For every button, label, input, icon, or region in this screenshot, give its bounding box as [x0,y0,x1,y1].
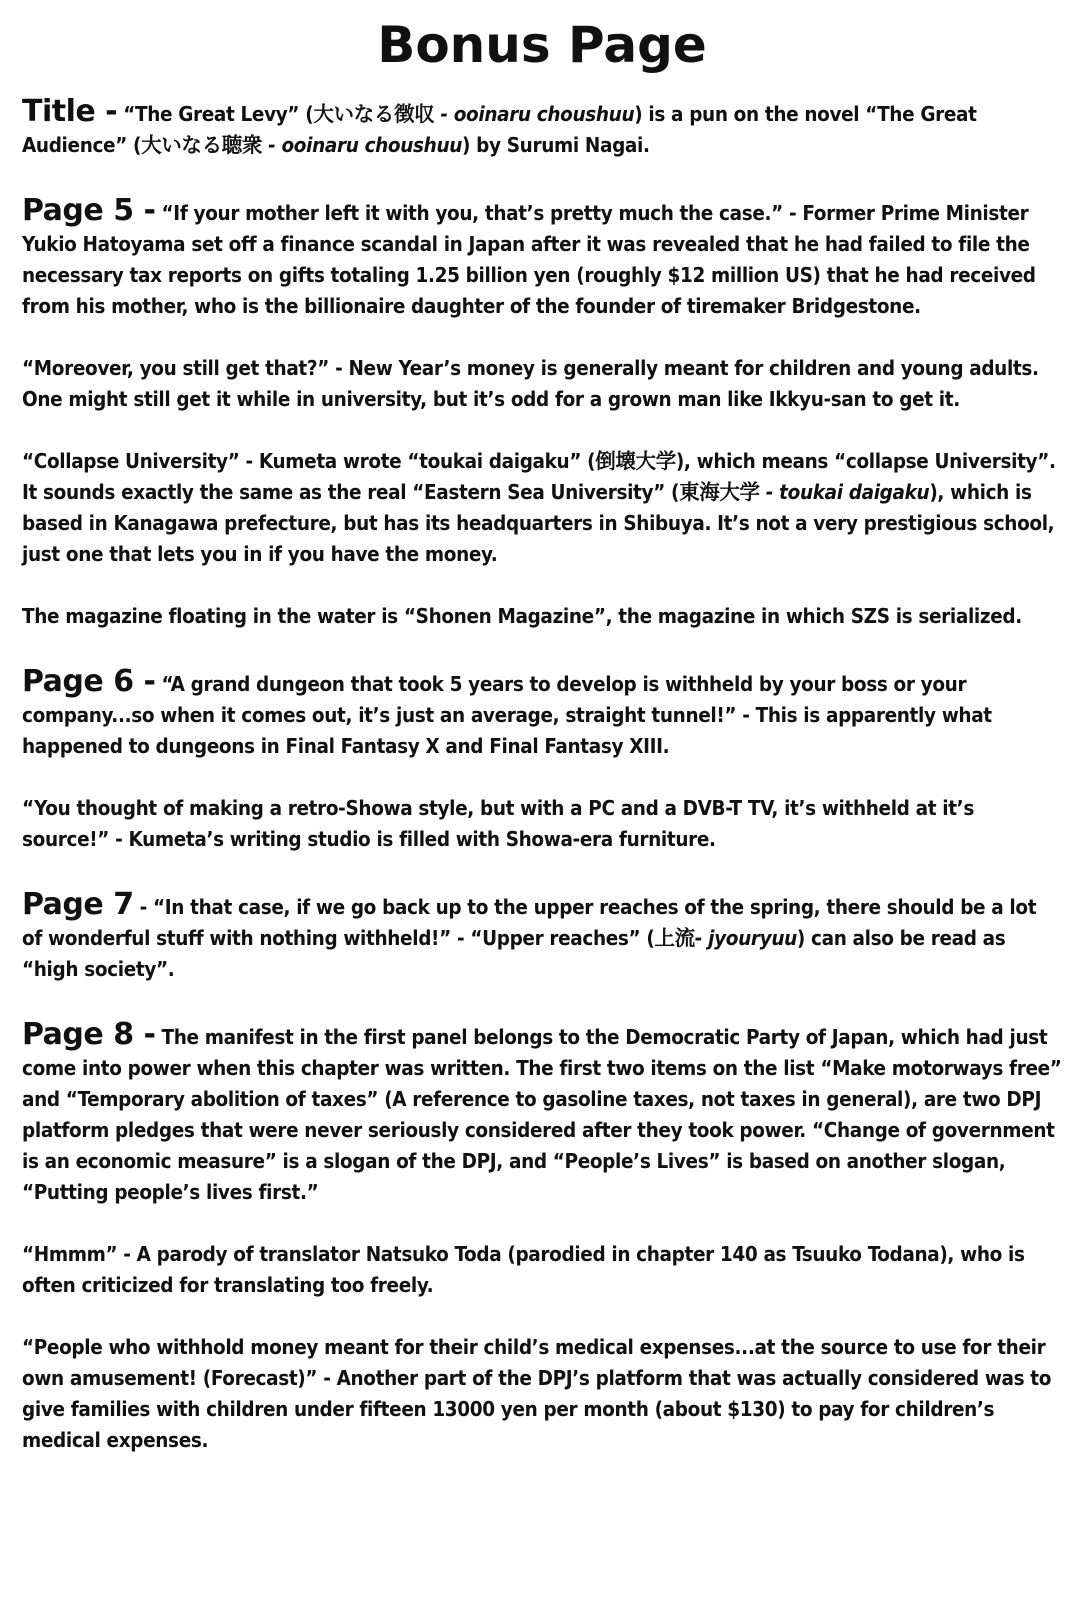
note-text: “If your mother left it with you, that’s pretty much the case.” - Former Prime Minister Yukio Hatoyama set off a finance scandal in Japan after it was revealed that he had failed to file the necessary tax reports on gifts totaling 1.25 billion yen (roughly $12 million US) that he had received from his mother, who is the billionaire daughter of the founder of tiremaker Bridgestone. [22,201,1036,318]
note-paragraph [22,1239,1062,1301]
romanization-text: - jyouryuu [694,926,797,950]
note-section [22,666,1062,855]
note-section [22,195,1062,632]
note-paragraph [22,446,1062,570]
note-text: ) can also be read as “high society”. [22,926,1006,981]
section-label: Page 7 [22,887,134,922]
romanization-text: - ooinaru choushuu [268,133,463,157]
note-text: ) by Surumi Nagai. [462,133,650,157]
bonus-page [22,0,1062,1490]
section-label: Page 5 - [22,193,156,228]
page-title: Bonus Page [377,16,707,74]
note-text: “Moreover, you still get that?” - New Year’s money is generally meant for children and young adults. One might still get it while in university, but it’s odd for a grown man like Ikkyu-san to get it. [22,356,1039,411]
romanization-text: - ooinaru choushuu [440,102,635,126]
note-paragraph [22,353,1062,415]
note-paragraph [22,195,1062,322]
note-text: “You thought of making a retro-Showa style, but with a PC and a DVB-T TV, it’s withheld at it’s source!” - Kumeta’s writing studio is filled with Showa-era furniture. [22,796,974,851]
section-label: Title - [22,94,118,129]
note-text: “Hmmm” - A parody of translator Natsuko Toda (parodied in chapter 140 as Tsuuko Todana), who is often criticized for translating too freely. [22,1242,1025,1297]
note-text: “Collapse University” - Kumeta wrote “toukai daigaku” (倒壊大学), which means “collapse University”. It sounds exactly the same as the real “Eastern Sea University” (東海大学 [22,449,1056,504]
note-paragraph [22,1332,1062,1456]
note-text: The manifest in the first panel belongs to the Democratic Party of Japan, which had just come into power when this chapter was written. The first two items on the list “Make motorways free” and “Temporary abolition of taxes” (A reference to gasoline taxes, not taxes in general), are two DPJ platform pledges that were never seriously considered after they took power. “Change of government is an economic measure” is a slogan of the DPJ, and “People’s Lives” is based on another slogan, “Putting people’s lives first.” [22,1025,1062,1204]
note-section [22,1019,1062,1456]
note-paragraph [22,889,1062,985]
note-paragraph [22,601,1062,632]
notes-list [22,96,1062,1456]
note-text: The magazine floating in the water is “Shonen Magazine”, the magazine in which SZS is serialized. [22,604,1022,628]
note-section [22,889,1062,985]
note-paragraph [22,1019,1062,1208]
romanization-text: - toukai daigaku [765,480,930,504]
section-label: Page 6 - [22,664,156,699]
section-label: Page 8 - [22,1017,156,1052]
note-paragraph [22,793,1062,855]
note-paragraph [22,666,1062,762]
note-text: ), which is based in Kanagawa prefecture, but has its headquarters in Shibuya. It’s not a very prestigious school, just one that lets you in if you have the money. [22,480,1055,566]
note-text: - “In that case, if we go back up to the upper reaches of the spring, there should be a lot of wonderful stuff with nothing withheld!” - “Upper reaches” (上流 [22,895,1037,950]
note-text: “A grand dungeon that took 5 years to develop is withheld by your boss or your company...so when it comes out, it’s just an average, straight tunnel!” - This is apparently what happened to dungeons in Final Fantasy X and Final Fantasy XIII. [22,672,992,758]
note-section [22,96,1062,161]
note-text: “The Great Levy” (大いなる徴収 [117,102,441,126]
note-text: “People who withhold money meant for their child’s medical expenses...at the source to use for their own amusement! (Forecast)” - Another part of the DPJ’s platform that was actually considered was to give families with children under fifteen 13000 yen per month (about $130) to pay for children’s medical expenses. [22,1335,1052,1452]
note-paragraph [22,96,1062,161]
note-text: ) is a pun on the novel “The Great Audience” (大いなる聴衆 [22,102,977,157]
